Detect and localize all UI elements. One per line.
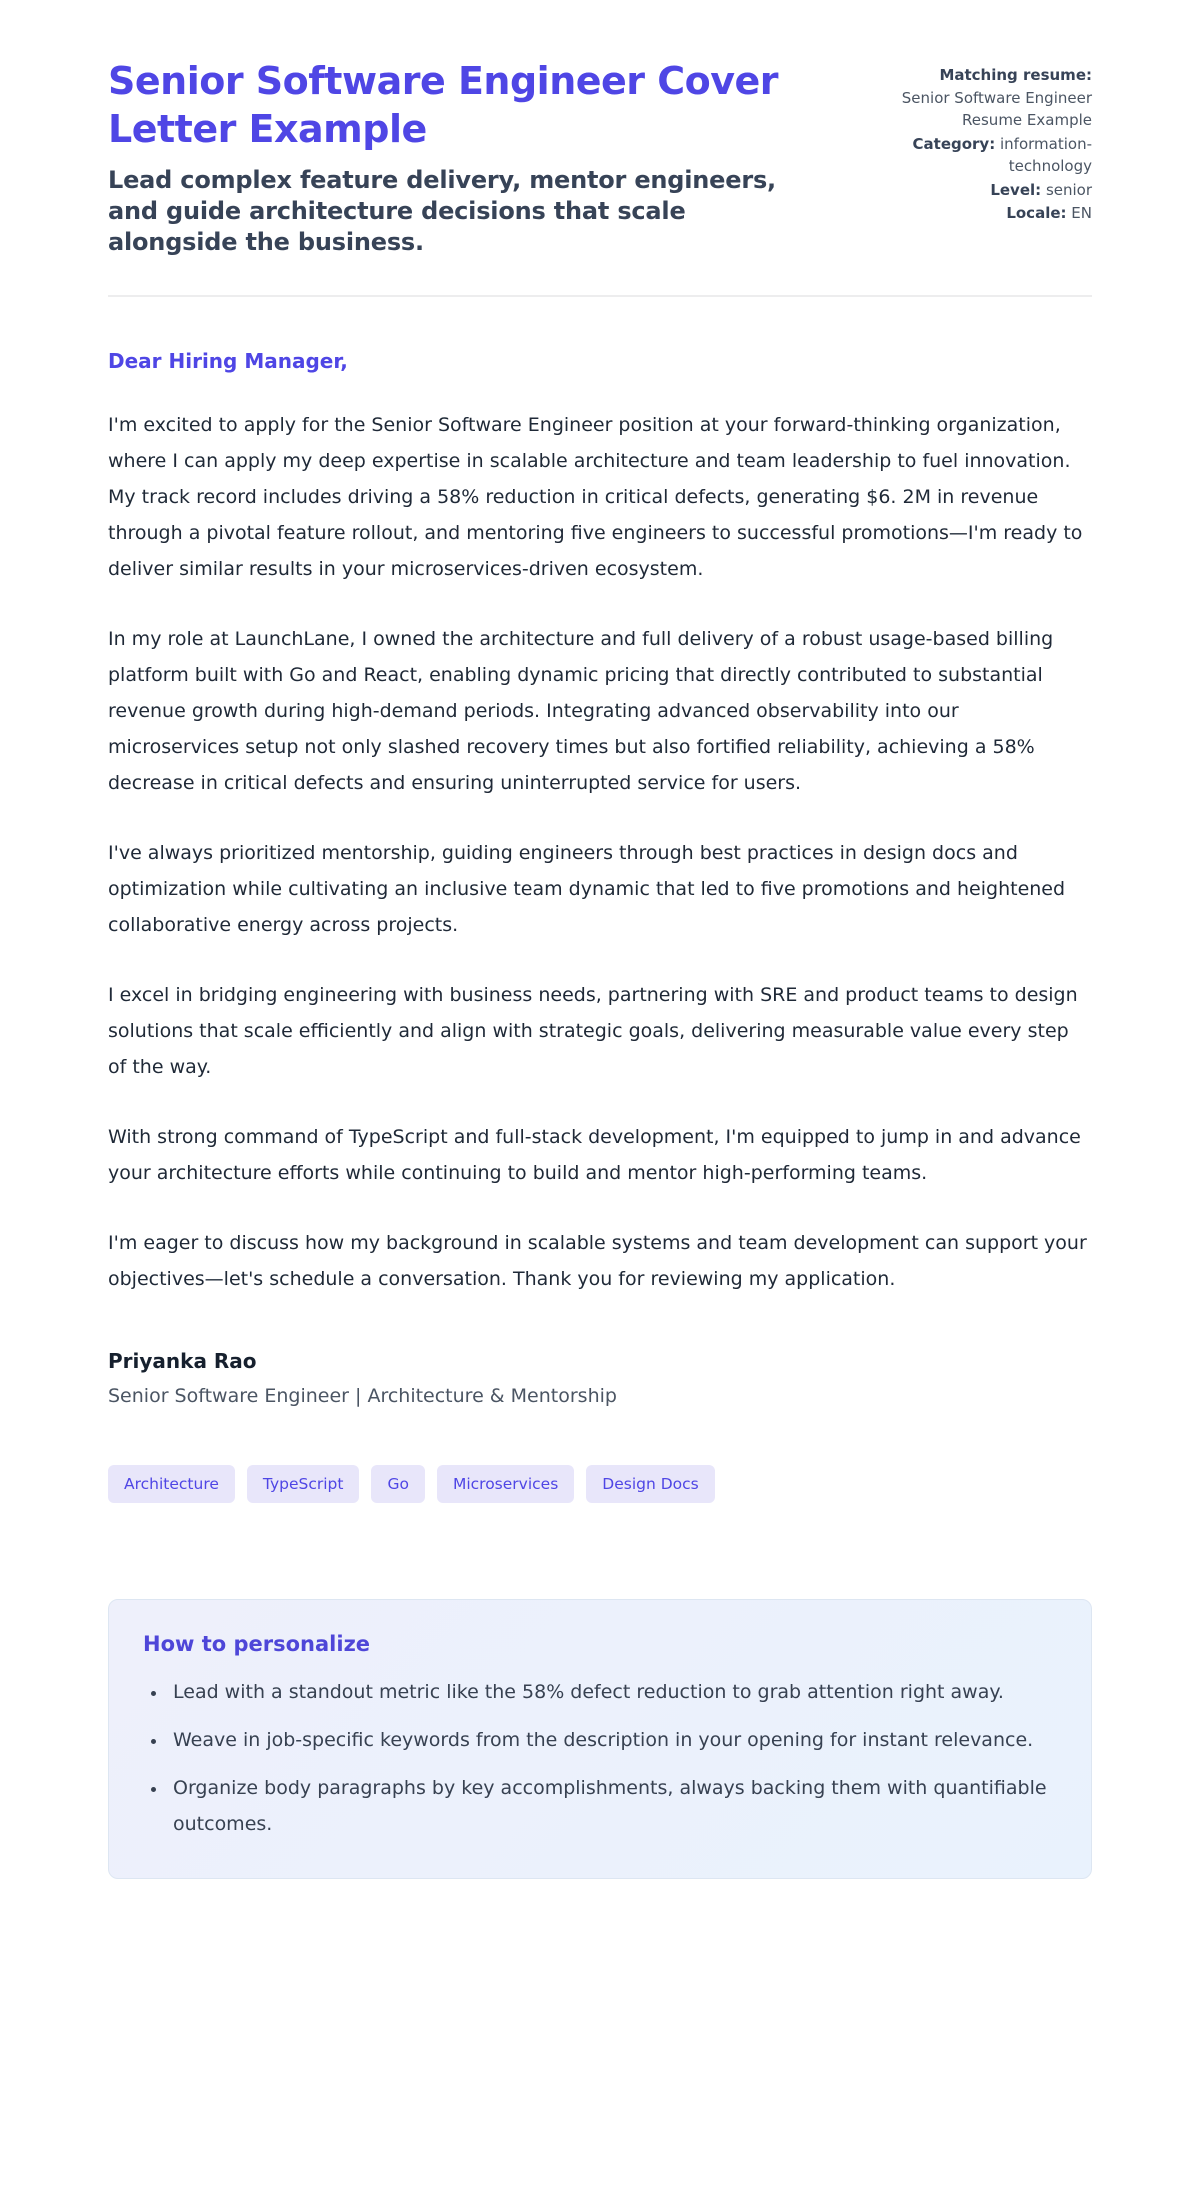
tag-go[interactable]: Go [371, 1465, 425, 1503]
tag-list [108, 1465, 1092, 1503]
tag-architecture[interactable]: Architecture [108, 1465, 235, 1503]
meta-row-locale [840, 202, 1092, 225]
greeting: Dear Hiring Manager, [108, 348, 348, 373]
signature-role: Senior Software Engineer | Architecture & Mentorship [108, 1384, 617, 1407]
letter-paragraph: I'm excited to apply for the Senior Software Engineer position at your forward-thinking organization, where I can apply my deep expertise in scalable architecture and team leadership to fuel innovation. My track record includes driving a 58% reduction in critical defects, generating $6. 2M in revenue through a pivotal feature rollout, and mentoring five engineers to successful promotions—I'm ready to deliver similar results in your microservices-driven ecosystem. [108, 413, 1083, 580]
meta-value: senior [1045, 180, 1092, 199]
resume-meta [840, 58, 1092, 226]
meta-row-category [840, 133, 1092, 178]
meta-label: Matching resume: [939, 66, 1092, 84]
tips-title: How to personalize [143, 1631, 371, 1656]
tips-list [143, 1674, 1057, 1842]
page-header [108, 58, 1092, 259]
letter-paragraph: With strong command of TypeScript and full-stack development, I'm equipped to jump in and advance your architecture efforts while continuing to build and mentor high-performing teams. [108, 1125, 1081, 1184]
header-title-block [108, 58, 840, 259]
meta-label: Category: [912, 134, 996, 153]
meta-value: information-technology [1000, 134, 1092, 175]
tag-typescript[interactable]: TypeScript [247, 1465, 360, 1503]
page-subtitle: Lead complex feature delivery, mentor engineers, and guide architecture decisions that scale alongside the business. [108, 166, 776, 257]
meta-row-level [840, 179, 1092, 202]
letter-paragraph: I excel in bridging engineering with business needs, partnering with SRE and product teams to design solutions that scale efficiently and align with strategic goals, delivering measurable value every step of the way. [108, 983, 1078, 1078]
tip-item: • Organize body paragraphs by key accomplishments, always backing them with quantifiable outcomes. [167, 1770, 1057, 1842]
letter-paragraph: In my role at LaunchLane, I owned the architecture and full delivery of a robust usage-based billing platform built with Go and React, enabling dynamic pricing that directly contributed to substantial revenue growth during high-demand periods. Integrating advanced observability into our microservices setup not only slashed recovery times but also fortified reliability, achieving a 58% decrease in critical defects and ensuring uninterrupted service for users. [108, 627, 1054, 794]
letter-paragraph: I've always prioritized mentorship, guiding engineers through best practices in design docs and optimization while cultivating an inclusive team dynamic that led to five promotions and heightened collaborative energy across projects. [108, 841, 1066, 936]
letter-body [108, 349, 1092, 1503]
meta-label: Locale: [1006, 204, 1067, 222]
meta-label: Level: [990, 180, 1042, 199]
tip-item: • Lead with a standout metric like the 58% defect reduction to grab attention right away. [167, 1674, 1057, 1710]
meta-value: EN [1071, 204, 1092, 222]
letter-paragraph: I'm eager to discuss how my background in scalable systems and team development can support your objectives—let's schedule a conversation. Thank you for reviewing my application. [108, 1231, 1087, 1290]
signature-name: Priyanka Rao [108, 1348, 257, 1373]
header-divider [108, 295, 1092, 297]
tag-microservices[interactable]: Microservices [437, 1465, 574, 1503]
page-title: Senior Software Engineer Cover Letter Example [108, 59, 779, 151]
tip-item: • Weave in job-specific keywords from the description in your opening for instant relevance. [167, 1722, 1057, 1758]
tag-design-docs[interactable]: Design Docs [586, 1465, 714, 1503]
personalization-tips-box [108, 1599, 1092, 1879]
meta-value: Senior Software Engineer Resume Example [901, 88, 1092, 129]
meta-row-matching-resume [840, 64, 1092, 132]
cover-letter-page [108, 0, 1092, 1939]
